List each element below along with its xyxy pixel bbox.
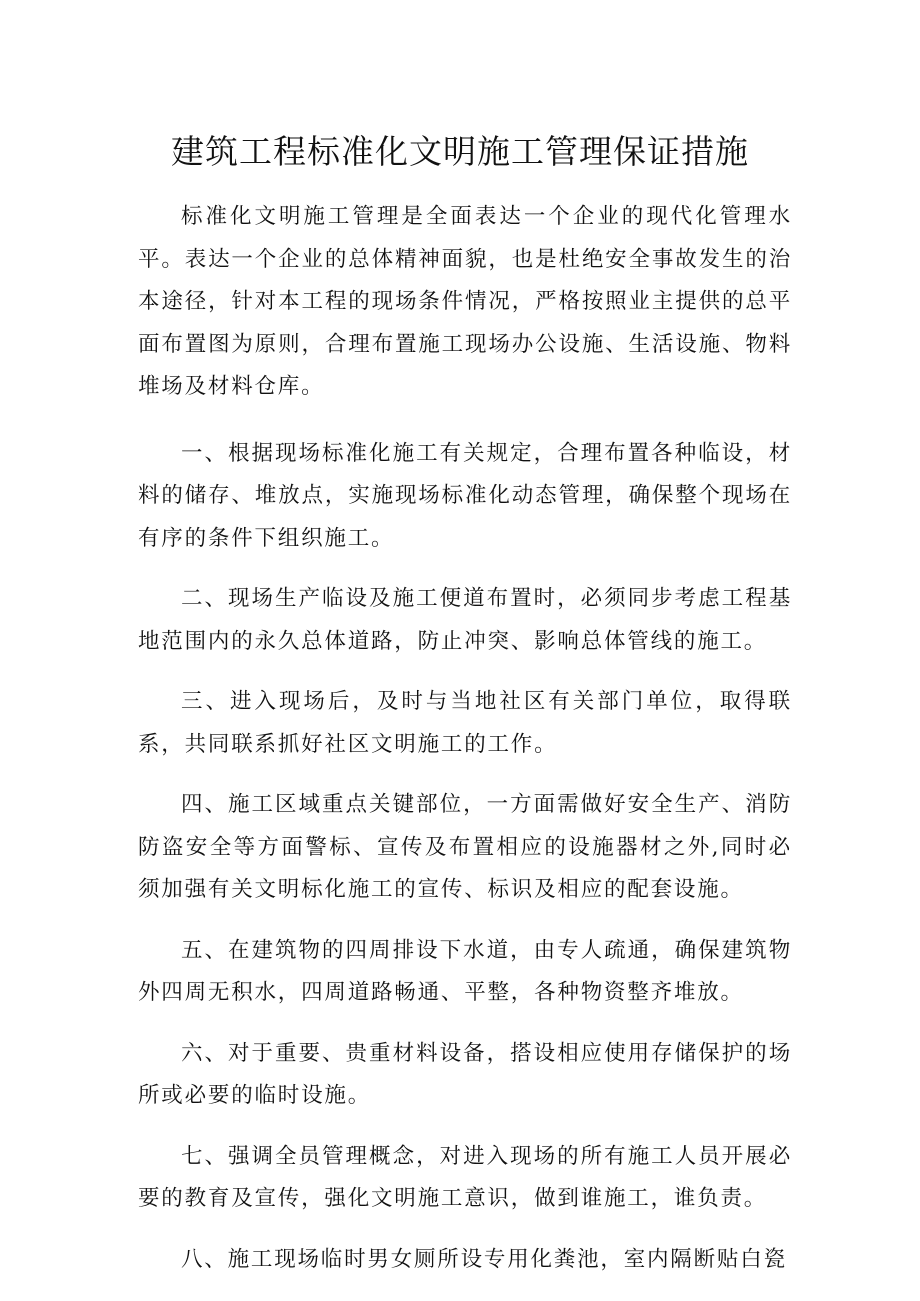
paragraph-item-2: 二、现场生产临设及施工便道布置时，必须同步考虑工程基地范围内的永久总体道路，防止冲突、影响总体管线的施工。 (138, 586, 792, 654)
document-body (138, 196, 792, 1299)
paragraph-item-5: 五、在建筑物的四周排设下水道，由专人疏通，确保建筑物外四周无积水，四周道路畅通、平整，各种物资整齐堆放。 (138, 937, 792, 1005)
paragraph-item-4: 四、施工区域重点关键部位，一方面需做好安全生产、消防防盗安全等方面警标、宣传及布置相应的设施器材之外,同时必须加强有关文明标化施工的宣传、标识及相应的配套设施。 (138, 792, 792, 902)
paragraph-item-3: 三、进入现场后，及时与当地社区有关部门单位，取得联系，共同联系抓好社区文明施工的工作。 (138, 689, 792, 757)
paragraph-intro: 标准化文明施工管理是全面表达一个企业的现代化管理水平。表达一个企业的总体精神面貌，也是杜绝安全事故发生的治本途径，针对本工程的现场条件情况，严格按照业主提供的总平面布置图为原则，合理布置施工现场办公设施、生活设施、物料堆场及材料仓库。 (138, 204, 792, 399)
paragraph-item-1: 一、根据现场标准化施工有关规定，合理布置各种临设，材料的储存、堆放点，实施现场标准化动态管理，确保整个现场在有序的条件下组织施工。 (138, 440, 792, 551)
paragraph-item-6: 六、对于重要、贵重材料设备，搭设相应使用存储保护的场所或必要的临时设施。 (138, 1040, 792, 1108)
document-title: 建筑工程标准化文明施工管理保证措施 (171, 132, 749, 171)
paragraph-item-7: 七、强调全员管理概念，对进入现场的所有施工人员开展必要的教育及宣传，强化文明施工意识，做到谁施工，谁负责。 (138, 1143, 792, 1211)
paragraph-item-8: 八、施工现场临时男女厕所设专用化粪池，室内隔断贴白瓷 (181, 1246, 787, 1272)
